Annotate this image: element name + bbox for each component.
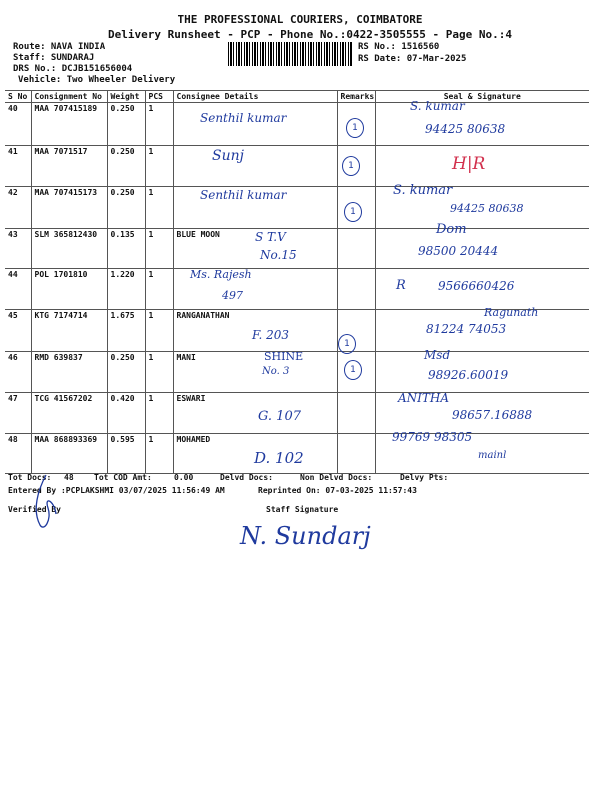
col-remarks: Remarks: [337, 91, 375, 103]
handwritten-consignee-40: Senthil kumar: [200, 111, 287, 125]
handwritten-phone-43: 98500 20444: [418, 244, 499, 258]
handwritten-consignee-47: G. 107: [258, 409, 301, 424]
handwritten-phone-47: 98657.16888: [452, 408, 533, 422]
cell-consignee: [173, 146, 337, 187]
cell-pcs: 1: [145, 310, 173, 352]
cell-sno: 45: [8, 311, 18, 320]
route-label: Route: NAVA INDIA: [13, 42, 106, 52]
cell-consignee: BLUE MOON: [173, 229, 337, 269]
tot-cod-value: 0.00: [174, 473, 194, 482]
handwritten-consignee-48: D. 102: [254, 449, 304, 467]
remark-circle-46: 1: [344, 360, 362, 380]
handwritten-consignee-43b: No.15: [260, 248, 297, 262]
cell-pcs: 1: [145, 229, 173, 269]
cell-sno: 47: [8, 394, 18, 403]
handwritten-phone-45: 81224 74053: [426, 322, 507, 336]
runsheet-subtitle: Delivery Runsheet - PCP - Phone No.:0422-3505555 - Page No.:4: [108, 28, 512, 41]
cell-weight: 0.250: [107, 352, 145, 393]
handwritten-phone-40: 94425 80638: [425, 122, 506, 136]
cell-weight: 0.420: [107, 393, 145, 434]
remark-circle-40: 1: [346, 118, 364, 138]
cell-consignment: RMD 639837: [31, 352, 107, 393]
handwritten-phone-42: 94425 80638: [450, 202, 524, 215]
handwritten-consignee-42: Senthil kumar: [200, 188, 287, 202]
col-pcs: PCS: [145, 91, 173, 103]
remark-circle-41: 1: [342, 156, 360, 176]
handwritten-consignee-43a: S T.V: [255, 230, 286, 244]
table-header-row: [5, 91, 589, 103]
col-signature: Seal & Signature: [375, 91, 589, 103]
handwritten-phone-46: 98926.60019: [428, 368, 509, 382]
tot-docs-label: Tot Docs:: [8, 473, 52, 482]
cell-remarks: [337, 393, 375, 434]
col-sno: S No: [8, 92, 28, 101]
handwritten-signature-42: S. kumar: [393, 183, 453, 198]
handwritten-consignee-46a: SHINE: [264, 350, 304, 363]
handwritten-initials-44: R: [396, 278, 406, 293]
cell-weight: 0.595: [107, 434, 145, 474]
staff-signature-label: Staff Signature: [266, 505, 339, 514]
cell-consignee: MOHAMED: [173, 434, 337, 474]
handwritten-signature-41: H|R: [452, 154, 486, 174]
cell-pcs: 1: [145, 352, 173, 393]
handwritten-signature-40: S. kumar: [410, 99, 465, 113]
cell-sno: 46: [8, 353, 18, 362]
cell-weight: 0.250: [107, 187, 145, 229]
delvd-docs-label: Delvd Docs:: [220, 473, 273, 482]
staff-signature: N. Sundarj: [240, 522, 371, 550]
col-weight: Weight: [107, 91, 145, 103]
cell-sno: 48: [8, 435, 18, 444]
cell-sno: 41: [8, 147, 18, 156]
cell-pcs: 1: [145, 187, 173, 229]
cell-remarks: [337, 269, 375, 310]
verified-by-label: Verified By: [8, 505, 61, 514]
cell-consignment: MAA 868893369: [31, 434, 107, 474]
remark-circle-45: 1: [338, 334, 356, 354]
handwritten-consignee-45: F. 203: [252, 328, 289, 342]
cell-pcs: 1: [145, 434, 173, 474]
entered-by: Entered By :PCPLAKSHMI 03/07/2025 11:56:49 AM: [8, 486, 225, 495]
tot-docs-value: 48: [64, 473, 74, 482]
handwritten-signature-48: mainl: [478, 450, 507, 461]
handwritten-consignee-44b: 497: [222, 289, 243, 302]
staff-label: Staff: SUNDARAJ: [13, 53, 95, 63]
handwritten-phone-48: 99769 98305: [392, 430, 473, 444]
rs-date: RS Date: 07-Mar-2025: [358, 54, 467, 64]
barcode: [228, 42, 352, 66]
cell-consignee: RANGANATHAN: [173, 310, 337, 352]
table-row: [5, 229, 589, 269]
cell-consignment: TCG 41567202: [31, 393, 107, 434]
non-delvd-docs-label: Non Delvd Docs:: [300, 473, 373, 482]
cell-weight: 0.250: [107, 103, 145, 146]
col-consignment: Consignment No: [31, 91, 107, 103]
cell-sno: 44: [8, 270, 18, 279]
vehicle-label: Vehicle: Two Wheeler Delivery: [18, 75, 176, 85]
verified-signature-scribble: [28, 470, 64, 540]
cell-consignment: MAA 707415173: [31, 187, 107, 229]
handwritten-signature-47: ANITHA: [398, 391, 450, 405]
cell-consignment: MAA 707415189: [31, 103, 107, 146]
handwritten-consignee-41: Sunj: [212, 148, 244, 164]
remark-circle-42: 1: [344, 202, 362, 222]
cell-sno: 40: [8, 104, 18, 113]
cell-remarks: [337, 434, 375, 474]
rs-number: RS No.: 1516560: [358, 42, 440, 52]
cell-weight: 0.135: [107, 229, 145, 269]
cell-consignment: KTG 7174714: [31, 310, 107, 352]
cell-consignee: ESWARI: [173, 393, 337, 434]
cell-consignee: MANI: [173, 352, 337, 393]
handwritten-signature-45: Ragunath: [484, 306, 539, 319]
cell-sno: 43: [8, 230, 18, 239]
cell-remarks: [337, 229, 375, 269]
delvy-pts-label: Delvy Pts:: [400, 473, 449, 482]
cell-consignment: SLM 365812430: [31, 229, 107, 269]
drs-number: DRS No.: DCJB151656004: [13, 64, 133, 74]
company-title: THE PROFESSIONAL COURIERS, COIMBATORE: [177, 13, 423, 26]
handwritten-consignee-46b: No. 3: [262, 366, 290, 377]
col-consignee: Consignee Details: [173, 91, 337, 103]
handwritten-signature-46: Msd: [424, 348, 451, 362]
cell-weight: 0.250: [107, 146, 145, 187]
cell-pcs: 1: [145, 103, 173, 146]
cell-consignment: MAA 7071517: [31, 146, 107, 187]
cell-pcs: 1: [145, 393, 173, 434]
cell-consignment: POL 1701810: [31, 269, 107, 310]
handwritten-phone-44: 9566660426: [438, 279, 515, 293]
cell-sno: 42: [8, 188, 18, 197]
cell-weight: 1.675: [107, 310, 145, 352]
cell-pcs: 1: [145, 146, 173, 187]
tot-cod-label: Tot COD Amt:: [94, 473, 152, 482]
reprinted-on: Reprinted On: 07-03-2025 11:57:43: [258, 486, 417, 495]
cell-weight: 1.220: [107, 269, 145, 310]
handwritten-signature-43: Dom: [436, 222, 467, 237]
handwritten-consignee-44a: Ms. Rajesh: [190, 268, 252, 281]
table-row: [5, 146, 589, 187]
cell-pcs: 1: [145, 269, 173, 310]
